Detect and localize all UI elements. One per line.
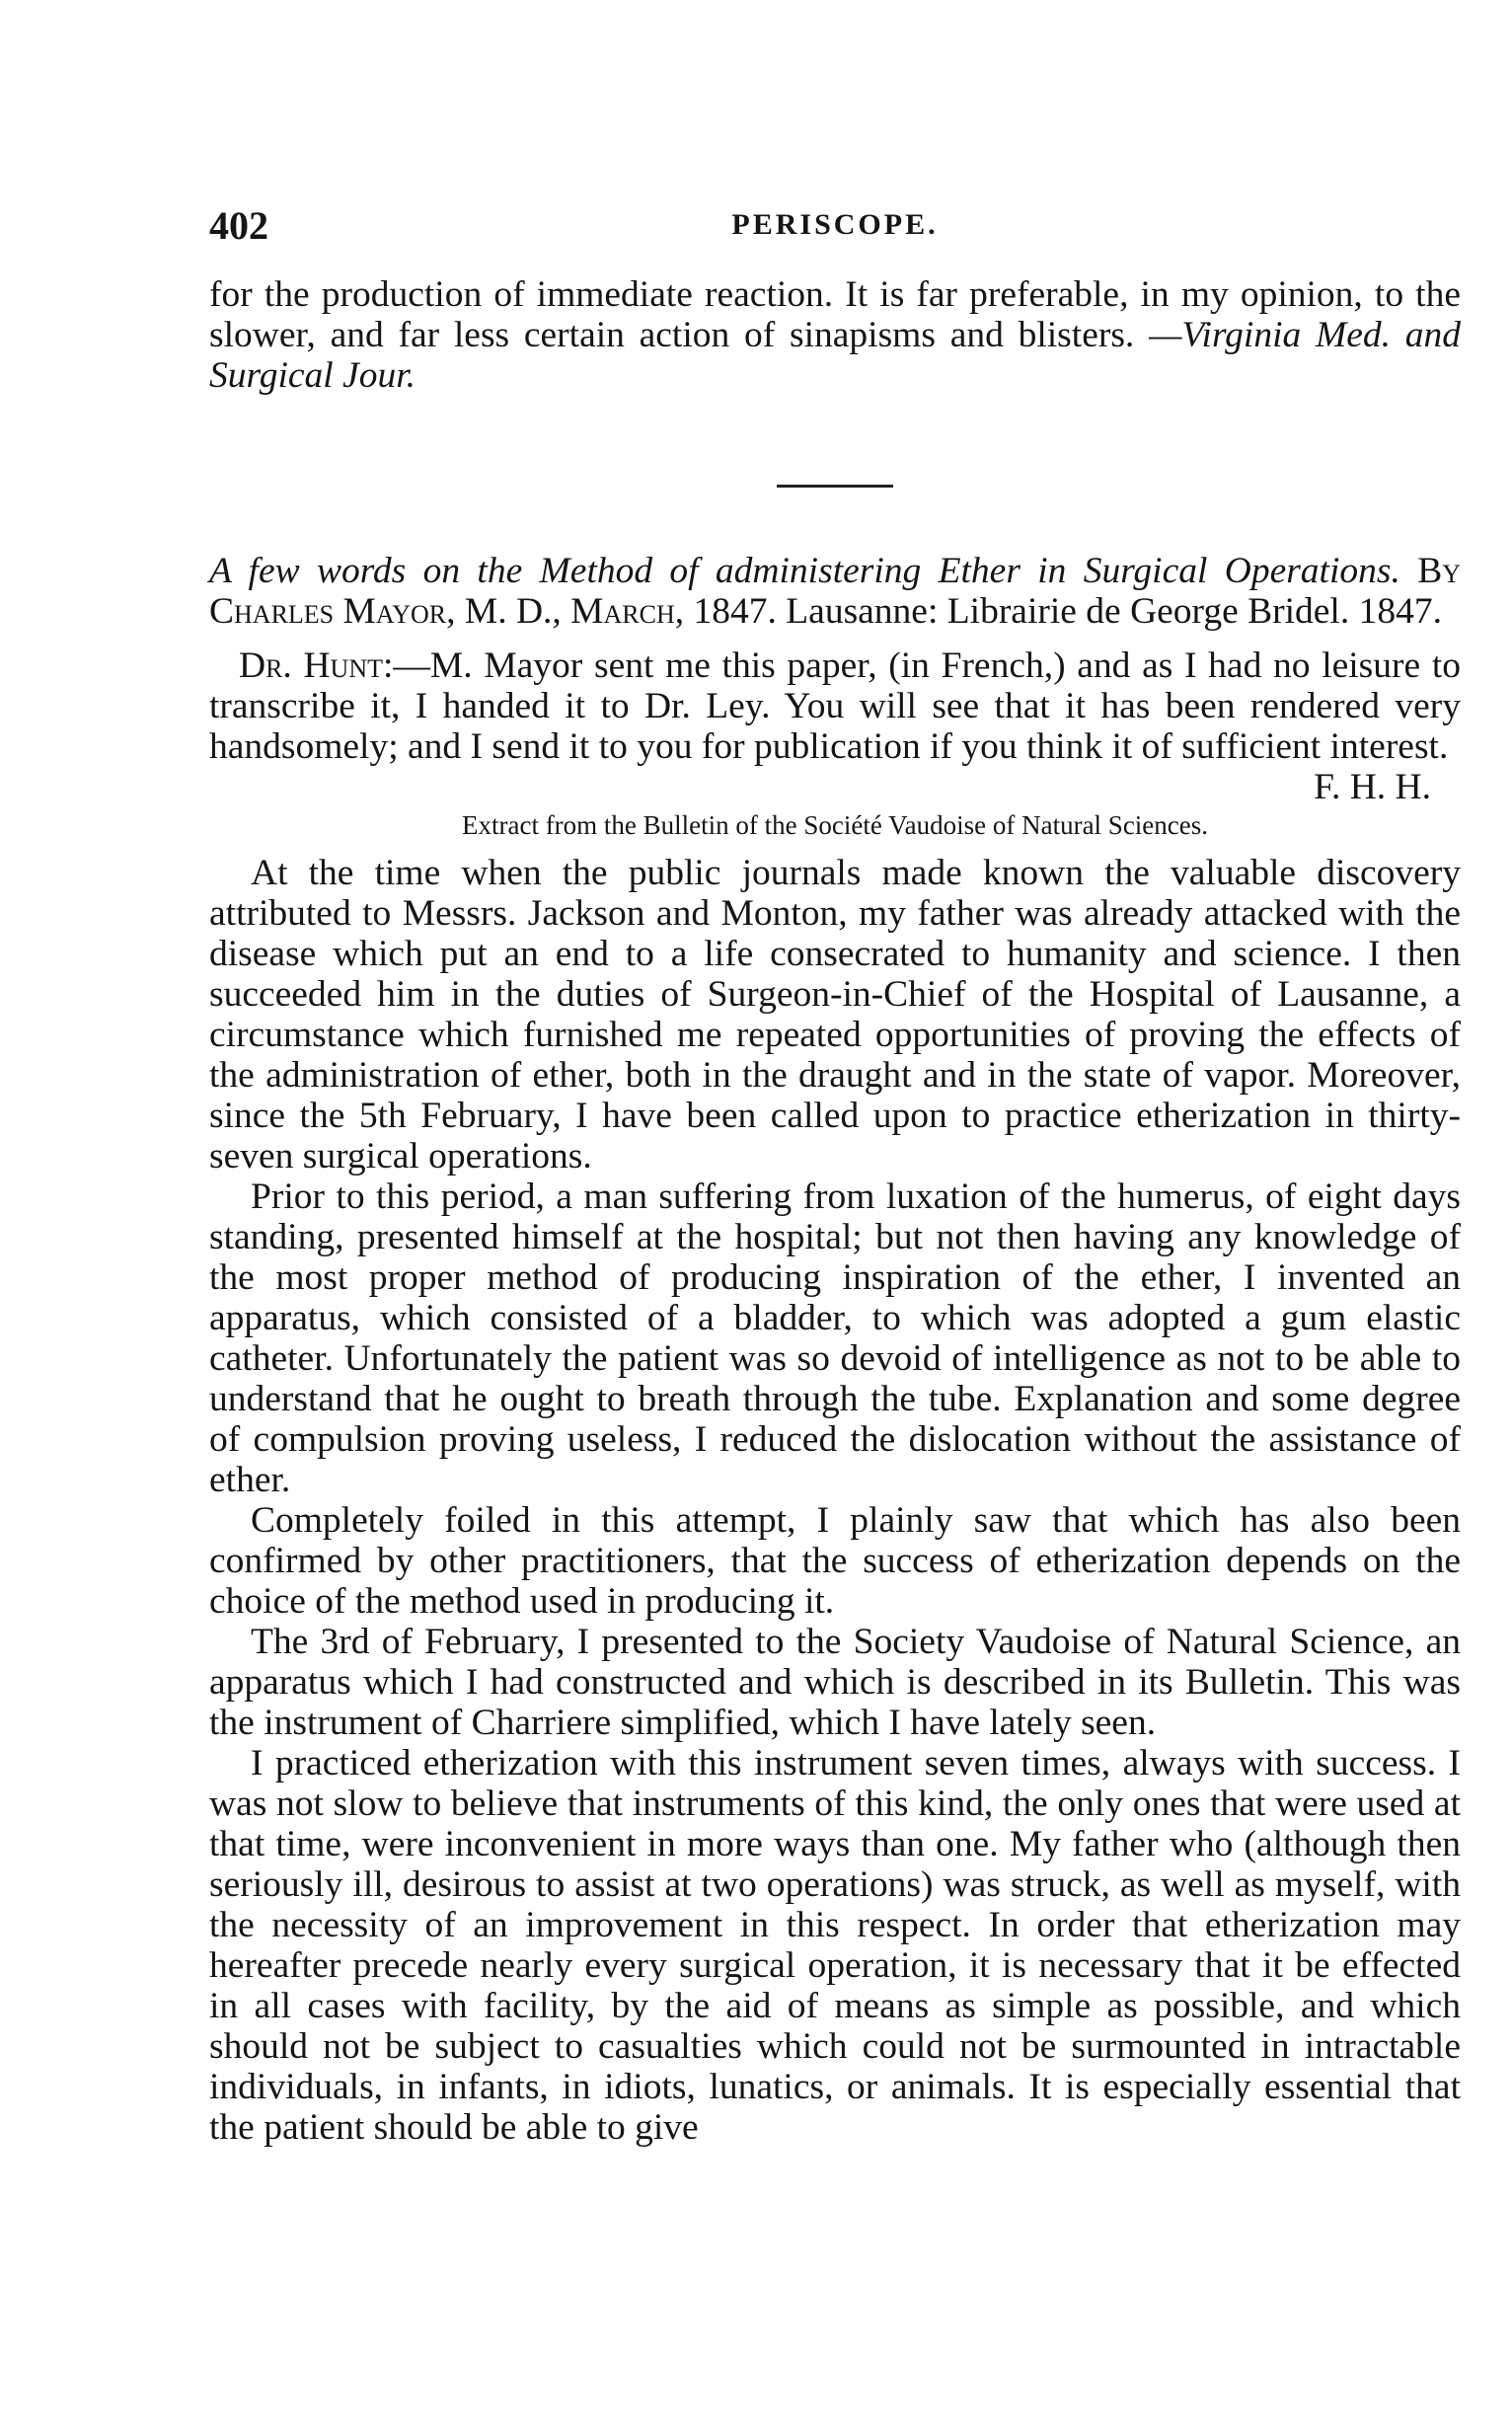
notice-title: A few words on the Method of administering Ether in Surgical Operations. [209,551,1400,591]
continuation-text: for the production of immediate reaction. It is far preferable, in my opinion, to the slower, and far less certain action of sinapisms and blisters. [209,274,1461,355]
continuation-paragraph [209,274,1461,396]
notice-publisher: Lausanne: Librairie de George Bridel. 1847. [786,591,1442,632]
continuation-source: —Virginia Med. and Surgical Jour. [209,315,1462,396]
editor-note-text: M. Mayor sent me this paper, (in French,) and as I had no leisure to transcribe it, I handed it to Dr. Ley. You will see that it has been rendered very handsomely; and I send it to you for publication if you think it of sufficient interest. [209,645,1461,767]
editor-signature: F. H. H. [1314,767,1431,807]
body-paragraph: Completely foiled in this attempt, I plainly saw that which has also been confirmed by other practitioners, that the success of etherization depends on the choice of the method used in producing it. [209,1500,1461,1622]
editor-note [209,645,1461,807]
page-number: 402 [209,203,268,248]
body-paragraph: The 3rd of February, I presented to the Society Vaudoise of Natural Science, an apparatus which I had constructed and which is described in its Bulletin. This was the instrument of Charriere simplified, which I have lately seen. [209,1622,1461,1743]
body-paragraph: At the time when the public journals made known the valuable discovery attributed to Messrs. Jackson and Monton, my father was already attacked with the disease which put an end to a life consecrated to humanity and science. I then succeeded him in the duties of Surgeon-in-Chief of the Hospital of Lausanne, a circumstance which furnished me repeated opportunities of proving the effects of the administration of ether, both in the draught and in the state of vapor. Moreover, since the 5th February, I have been called upon to practice etherization in thirty-seven surgical operations. [209,853,1461,1177]
section-divider [777,485,893,488]
editor-salutation: Dr. Hunt:— [239,645,430,686]
extract-heading: Extract from the Bulletin of the Société Vaudoise of Natural Sciences. [461,810,1209,840]
body-paragraph: I practiced etherization with this instrument seven times, always with success. I was not slow to believe that instruments of this kind, the only ones that were used at that time, were inconvenient in more ways than one. My father who (although then seriously ill, desirous to assist at two operations) was struck, as well as myself, with the necessity of an improvement in this respect. In order that etherization may hereafter precede nearly every surgical operation, it is necessary that it be effected in all cases with facility, by the aid of means as simple as possible, and which should not be subject to casualties which could not be surmounted in intractable individuals, in infants, in idiots, lunatics, or animals. It is especially essential that the patient should be able to give [209,1743,1461,2148]
body-paragraph: Prior to this period, a man suffering from luxation of the humerus, of eight days standing, presented himself at the hospital; but not then having any knowledge of the most proper method of producing inspiration of the ether, I invented an apparatus, which consisted of a bladder, to which was adopted a gum elastic catheter. Unfortunately the patient was so devoid of intelligence as not to be able to understand that he ought to breath through the tube. Explanation and some degree of compulsion proving useless, I reduced the dislocation without the assistance of ether. [209,1177,1461,1500]
running-head: PERISCOPE. [731,208,939,241]
notice-author: By Charles Mayor, M. D., March, 1847. [209,551,1461,632]
page-header [209,202,1461,252]
notice-paragraph [209,551,1461,632]
page-body [209,274,1461,2148]
